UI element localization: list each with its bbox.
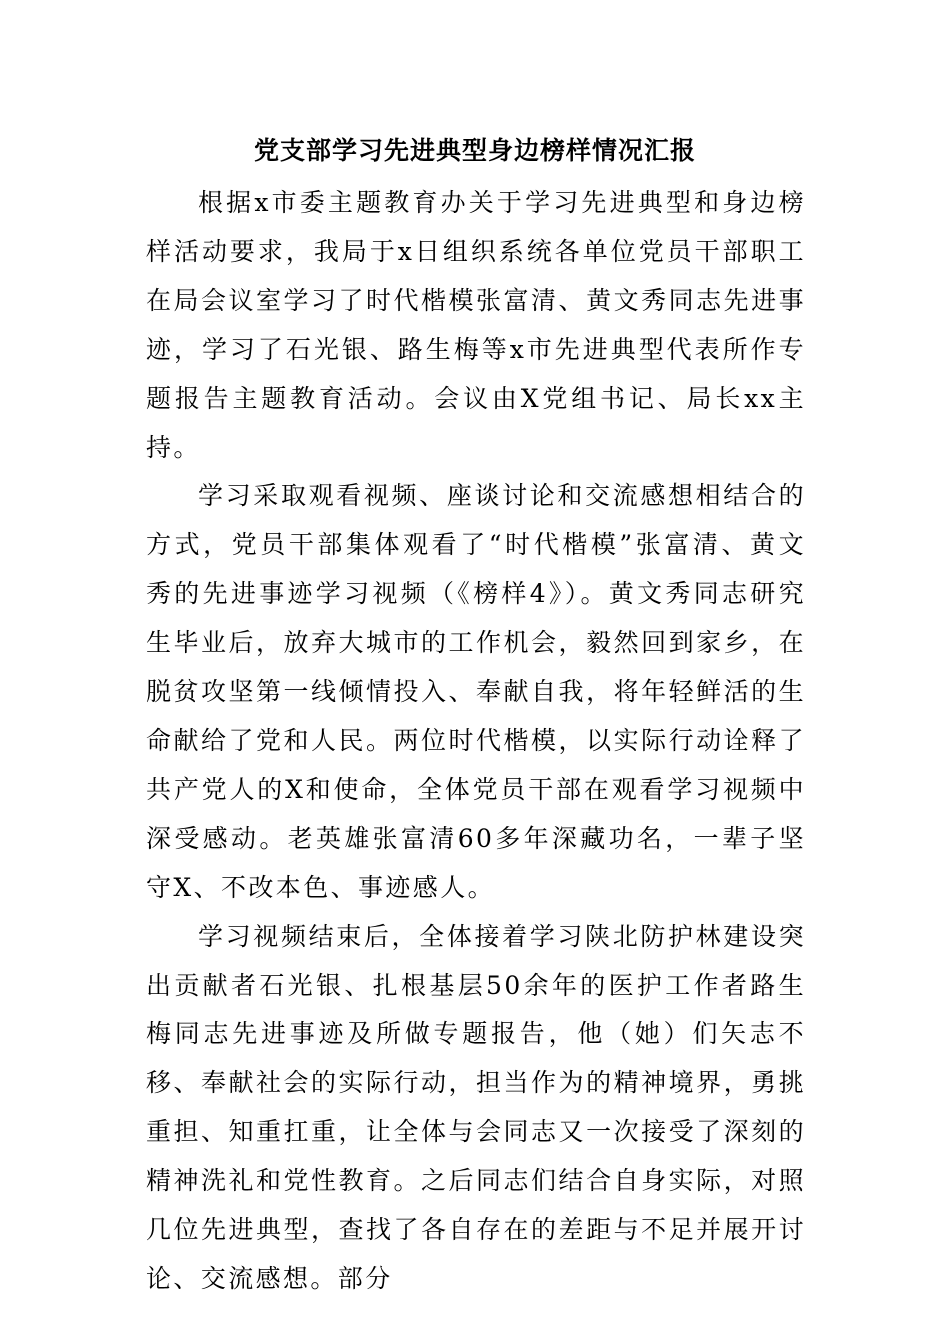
document-body [146, 179, 806, 1304]
document-title: 党支部学习先进典型身边榜样情况汇报 [253, 136, 696, 165]
paragraph: 学习视频结束后，全体接着学习陕北防护林建设突出贡献者石光银、扎根基层50余年的医护工作者路生梅同志先进事迹及所做专题报告，他（她）们矢志不移、奉献社会的实际行动，担当作为的精神境界，勇挑重担、知重扛重，让全体与会同志又一次接受了深刻的精神洗礼和党性教育。之后同志们结合自身实际，对照几位先进典型，查找了各自存在的差距与不足并展开讨论、交流感想。部分 [146, 921, 806, 1293]
paragraph: 根据x市委主题教育办关于学习先进典型和身边榜样活动要求，我局于x日组织系统各单位党员干部职工在局会议室学习了时代楷模张富清、黄文秀同志先进事迹，学习了石光银、路生梅等x市先进典型代表所作专题报告主题教育活动。会议由X党组书记、局长xx主持。 [146, 188, 806, 462]
paragraph: 学习采取观看视频、座谈讨论和交流感想相结合的方式，党员干部集体观看了“时代楷模”张富清、黄文秀的先进事迹学习视频（《榜样4》）。黄文秀同志研究生毕业后，放弃大城市的工作机会，毅然回到家乡，在脱贫攻坚第一线倾情投入、奉献自我，将年轻鲜活的生命献给了党和人民。两位时代楷模，以实际行动诠释了共产党人的X和使命，全体党员干部在观看学习视频中深受感动。老英雄张富清60多年深藏功名，一辈子坚守X、不改本色、事迹感人。 [146, 481, 806, 902]
